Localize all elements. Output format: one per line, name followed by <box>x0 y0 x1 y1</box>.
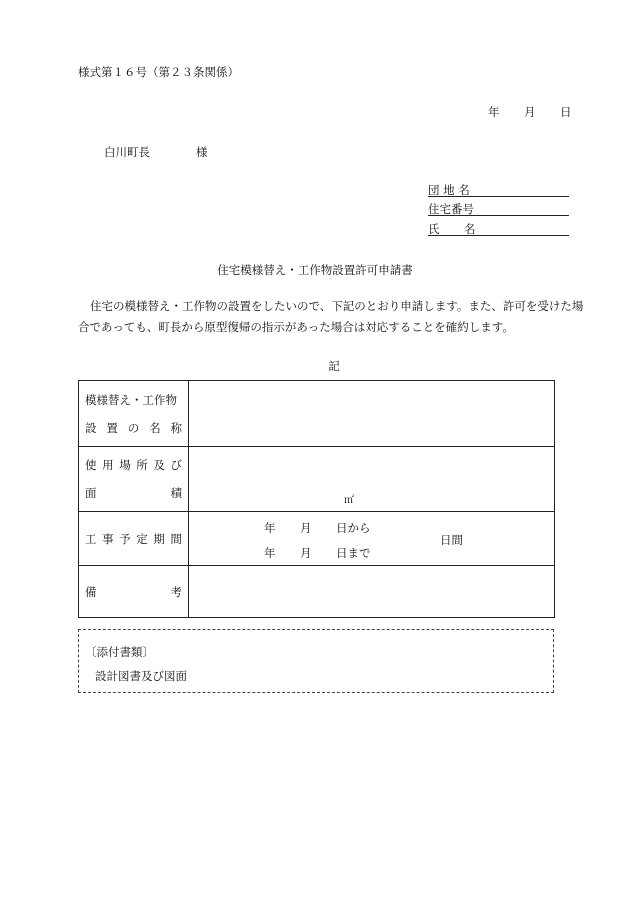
date-month: 月 <box>524 105 536 119</box>
row3-value-cell[interactable] <box>189 512 555 566</box>
period-to-month: 月 <box>300 546 312 560</box>
period-to-year: 年 <box>264 546 276 560</box>
applicant-house-field <box>428 201 569 216</box>
row2-label-cell <box>79 447 189 512</box>
row4-label-cell <box>79 566 189 618</box>
document-title: 住宅模様替え・工作物設置許可申請書 <box>217 263 413 277</box>
application-table <box>78 380 555 618</box>
table-row <box>79 381 555 447</box>
row4-label: 備 考 <box>85 584 182 599</box>
addressee-name: 白川町長 <box>104 145 150 159</box>
row3-label: 工 事 予 定 期 間 <box>85 531 182 546</box>
row1-label-cell <box>79 381 189 447</box>
table-row <box>79 512 555 566</box>
applicant-group-label: 団 地 名 <box>428 183 470 197</box>
applicant-name-field <box>428 221 569 236</box>
period-to-suffix: 日まで <box>336 546 371 560</box>
period-days: 日間 <box>440 533 463 547</box>
row2-value-cell[interactable] <box>189 447 555 512</box>
form-number: 様式第１６号（第２３条関係） <box>78 65 239 79</box>
row1-label-line2: 設 置 の 名 称 <box>85 420 182 435</box>
row1-label-line1: 模様替え・工作物 <box>85 392 177 407</box>
row4-value-cell[interactable] <box>189 566 555 618</box>
date-year: 年 <box>488 105 500 119</box>
table-row <box>79 447 555 512</box>
applicant-group-field <box>428 182 569 197</box>
date-day: 日 <box>560 105 572 119</box>
area-unit: ㎡ <box>344 495 354 506</box>
applicant-house-label: 住宅番号 <box>428 202 474 216</box>
period-from-month: 月 <box>300 521 312 535</box>
attachments-heading: 〔添付書類〕 <box>85 645 154 659</box>
period-from-year: 年 <box>264 521 276 535</box>
row2-label-line2: 面 積 <box>85 486 182 500</box>
row1-value-cell[interactable] <box>189 381 555 447</box>
ki-heading: 記 <box>328 359 340 373</box>
applicant-name-label-2: 名 <box>464 222 476 236</box>
period-from-suffix: 日から <box>336 521 371 535</box>
attachments-item: 設計図書及び図面 <box>95 669 187 683</box>
row3-label-cell <box>79 512 189 566</box>
applicant-name-label-1: 氏 <box>428 222 440 236</box>
attachments-box <box>78 629 554 693</box>
row2-label-line1: 使 用 場 所 及 び <box>85 458 182 472</box>
body-line-1: 住宅の模様替え・工作物の設置をしたいので、下記のとおり申請します。また、許可を受けた場 <box>90 299 584 313</box>
addressee-honorific: 様 <box>196 145 208 159</box>
table-row <box>79 566 555 618</box>
body-line-2: 合であっても、町長から原型復帰の指示があった場合は対応することを確約します。 <box>78 320 514 334</box>
